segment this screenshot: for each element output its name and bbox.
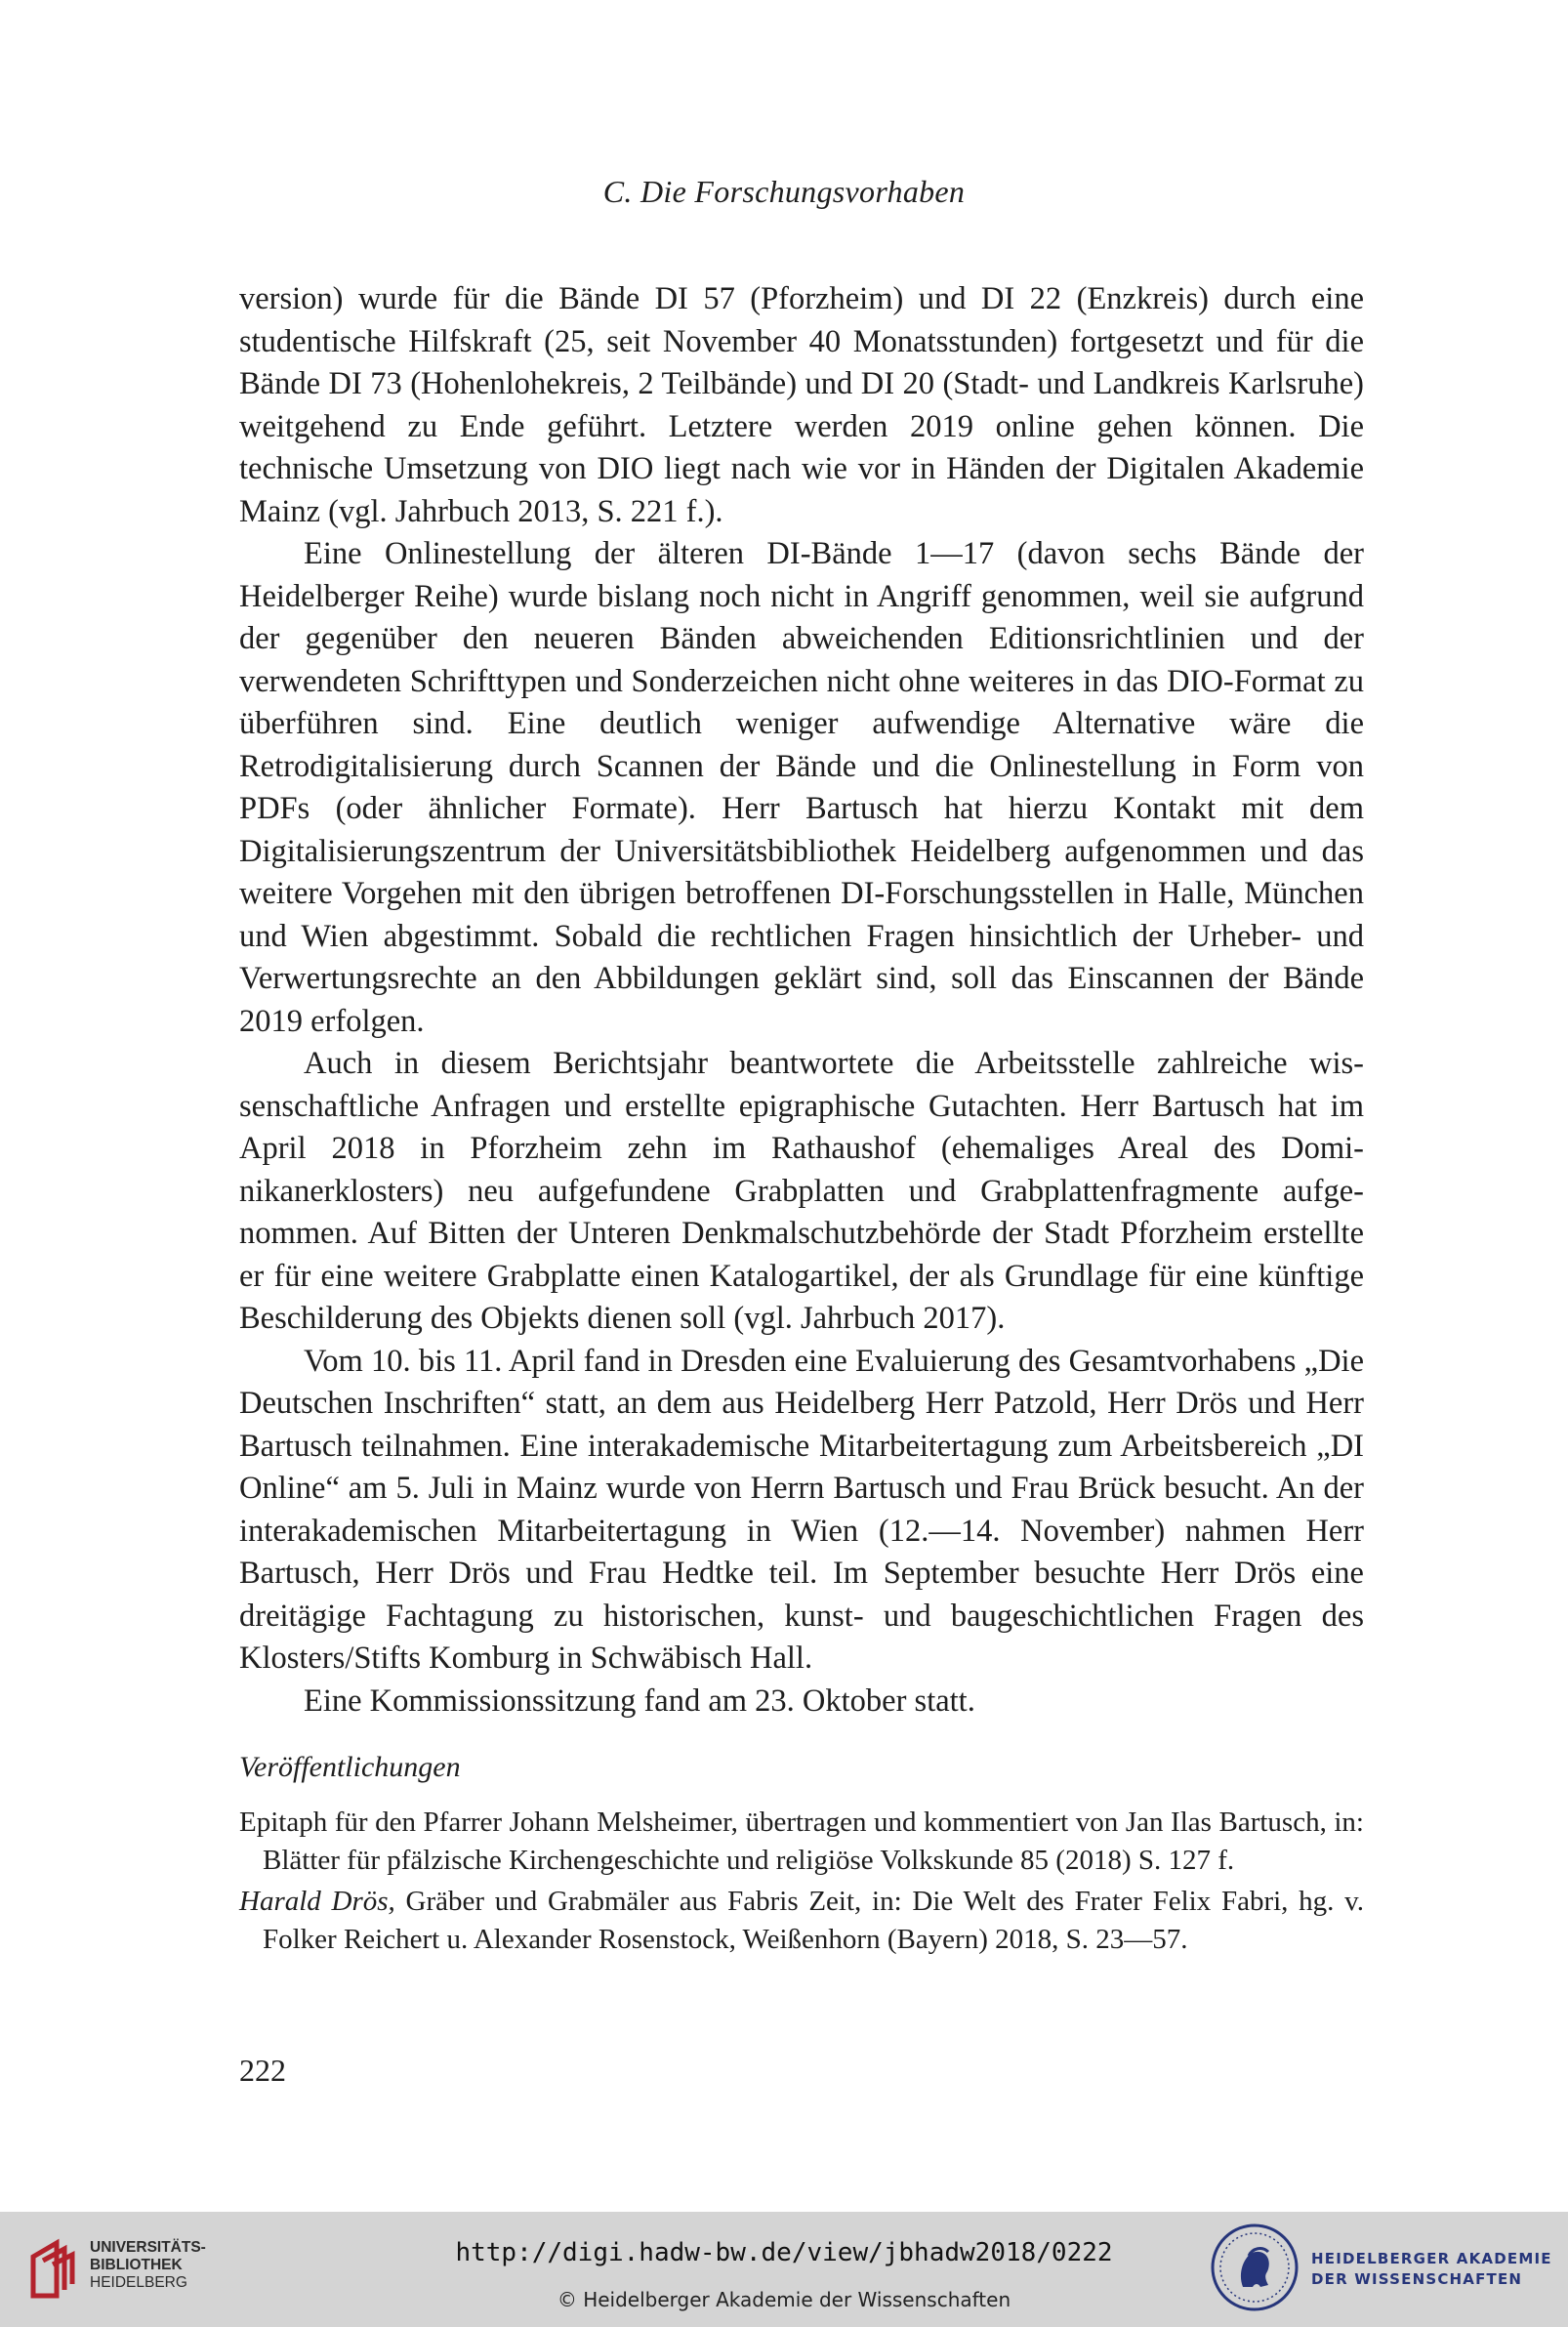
library-name-line: HEIDELBERG [90, 2274, 187, 2291]
permalink-url[interactable]: http://digi.hadw-bw.de/view/jbhadw2018/0222 [455, 2238, 1113, 2267]
academy-name-line: DER WISSENSCHAFTEN [1311, 2270, 1523, 2288]
publication-item [239, 1804, 1364, 1880]
academy-seal-icon [1210, 2223, 1300, 2312]
body-paragraph-2: Eine Onlinestellung der älteren DI-Bände 1—17 (davon sechs Bände der Heidelberger Reihe) wurde bislang noch nicht in Angriff genommen, weil sie aufgrund der gegenüber den neueren Bänden abweichenden Editionsrichtlinien und der verwendeten Schrifttypen und Sonderzeichen nicht ohne weiteres in das DIO-Format zu überführen sind. Eine deutlich weniger aufwendige Alternative wäre die Retrodigitalisierung durch Scannen der Bände und die Onlinestellung in Form von PDFs (oder ähnlicher Formate). Herr Bartusch hat hierzu Kontakt mit dem Digitalisierungszentrum der Universitätsbibliothek Heidelberg aufgenommen und das weitere Vorgehen mit den übrigen betroffenen DI-Forschungsstellen in Halle, München und Wien abgestimmt. Sobald die rechtlichen Fragen hinsichtlich der Urheber- und Verwertungsrechte an den Abbildungen geklärt sind, soll das Einscannen der Bände 2019 erfolgen. [239, 536, 1364, 1039]
publication-item [239, 1883, 1364, 1959]
publication-author: Harald Drös, [239, 1886, 395, 1917]
academy-name [1311, 2249, 1552, 2290]
footer-bar [0, 2212, 1568, 2327]
publication-text: Epitaph für den Pfarrer Johann Melsheimer, übertragen und kommentiert von Jan Ilas Bartusch, in: Blätter für pfälzische Kirchengeschichte und religiöse Volkskunde 85 (2018) S. 127 f. [239, 1807, 1364, 1876]
body-paragraph-1: version) wurde für die Bände DI 57 (Pforzheim) und DI 22 (Enzkreis) durch eine studentische Hilfskraft (25, seit November 40 Monatsstunden) fortgesetzt und für die Bände DI 73 (Hohenlohekreis, 2 Teilbände) und DI 20 (Stadt- und Landkreis Karlsruhe) weitgehend zu Ende geführt. Letztere werden 2019 online gehen können. Die technische Umsetzung von DIO liegt nach wie vor in Händen der Digitalen Akademie Mainz (vgl. Jahrbuch 2013, S. 221 f.). [239, 281, 1364, 529]
section-heading-publications: Veröffentlichungen [239, 1751, 461, 1783]
library-name-line: UNIVERSITÄTS- [90, 2239, 206, 2256]
body-paragraph-4: Vom 10. bis 11. April fand in Dresden eine Evaluierung des Gesamtvorhabens „Die Deutschen Inschriften“ statt, an dem aus Heidelberg Herr Patzold, Herr Drös und Herr Bartusch teilnahmen. Eine interakademische Mitarbeitertagung zum Arbeitsbereich „DI Online“ am 5. Juli in Mainz wurde von Herrn Bartusch und Frau Brück besucht. An der interakademischen Mitarbeitertagung in Wien (12.—14. November) nahmen Herr Bartusch, Herr Drös und Frau Hedtke teil. Im September besuchte Herr Drös eine dreitägige Fachtagung zu historischen, kunst- und baugeschichtlichen Fragen des Klosters/Stifts Komburg in Schwäbisch Hall. [239, 1343, 1364, 1676]
running-head: C. Die Forschungsvorhaben [602, 174, 966, 209]
body-paragraph-3: Auch in diesem Berichtsjahr beantwortete die Arbeitsstelle zahlreiche wissenschaftliche Anfragen und erstellte epigraphische Gutachten. Herr Bartusch hat im April 2018 in Pforzheim zehn im Rathaushof (ehemaliges Areal des Dominikanerklosters) neu aufgefundene Grabplatten und Grabplattenfragmente aufgenommen. Auf Bitten der Unteren Denkmalschutzbehörde der Stadt Pforzheim erstellte er für eine weitere Grabplatte einen Katalogartikel, der als Grundlage für eine künftige Beschilderung des Objekts dienen soll (vgl. Jahrbuch 2017). [239, 1046, 1364, 1336]
academy-name-line: HEIDELBERGER AKADEMIE [1311, 2250, 1552, 2267]
publication-text: Gräber und Grabmäler aus Fabris Zeit, in: Die Welt des Frater Felix Fabri, hg. v. Folker Reichert u. Alexander Rosenstock, Weißenhorn (Bayern) 2018, S. 23—57. [263, 1886, 1364, 1955]
publications-list [239, 1804, 1364, 1962]
library-name-line: BIBLIOTHEK [90, 2257, 183, 2273]
body-paragraph-5: Eine Kommissionssitzung fand am 23. Oktober statt. [304, 1683, 975, 1719]
page-number: 222 [239, 2053, 286, 2088]
body-text [239, 278, 1364, 1723]
copyright-notice: © Heidelberger Akademie der Wissenschaften [557, 2288, 1011, 2311]
